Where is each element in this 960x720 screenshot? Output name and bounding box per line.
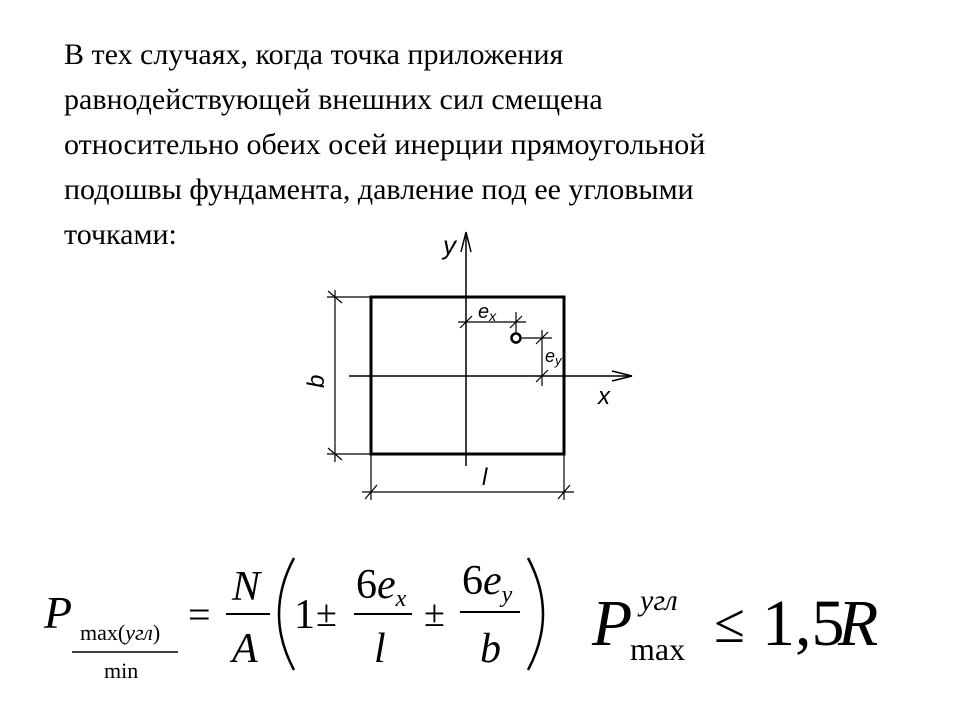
limit-value: 1,5 [762, 587, 845, 660]
limit-superscript-ugl: угл [640, 584, 678, 617]
plus-minus-2: ± [424, 593, 445, 635]
l-dimension-label: l [482, 464, 488, 491]
numerator-6ey: 6ey [462, 558, 513, 608]
numerator-6ex: 6ex [356, 562, 407, 612]
less-equal-sign: ≤ [714, 593, 745, 655]
paragraph-line: относительно обеих осей инерции прямоугольной [64, 128, 706, 161]
formula-subscript-min: min [104, 658, 139, 683]
ex-label: ex [478, 301, 497, 324]
pressure-formula [43, 558, 543, 683]
formula-P: P [44, 587, 73, 638]
formula-equals: = [188, 592, 211, 637]
limit-R: R [838, 587, 879, 660]
limit-formula [591, 584, 878, 667]
formula-N: N [232, 564, 261, 610]
formula-A: A [232, 626, 258, 672]
right-parenthesis [528, 558, 543, 670]
limit-P: P [592, 587, 633, 660]
foundation-diagram [327, 232, 632, 500]
paragraph-line: равнодействующей внешних сил смещена [64, 83, 603, 116]
formula-one: 1 [294, 592, 315, 638]
paragraph-line: точками: [64, 218, 177, 251]
ey-label: ey [545, 346, 562, 368]
paragraph-line: подошвы фундамента, давление под ее угловыми [64, 173, 694, 206]
limit-subscript-max: max [630, 631, 686, 667]
left-parenthesis [279, 558, 294, 670]
paragraph-line: В тех случаях, когда точка приложения [64, 38, 564, 71]
b-dimension-label: b [303, 374, 330, 388]
load-point-marker [512, 334, 521, 343]
denominator-b: b [480, 626, 501, 672]
formula-subscript-max: max(угл) [80, 620, 161, 645]
x-axis-label: x [598, 383, 610, 410]
denominator-l: l [374, 626, 386, 672]
y-axis-label: y [443, 230, 456, 260]
plus-minus-1: ± [316, 593, 337, 635]
